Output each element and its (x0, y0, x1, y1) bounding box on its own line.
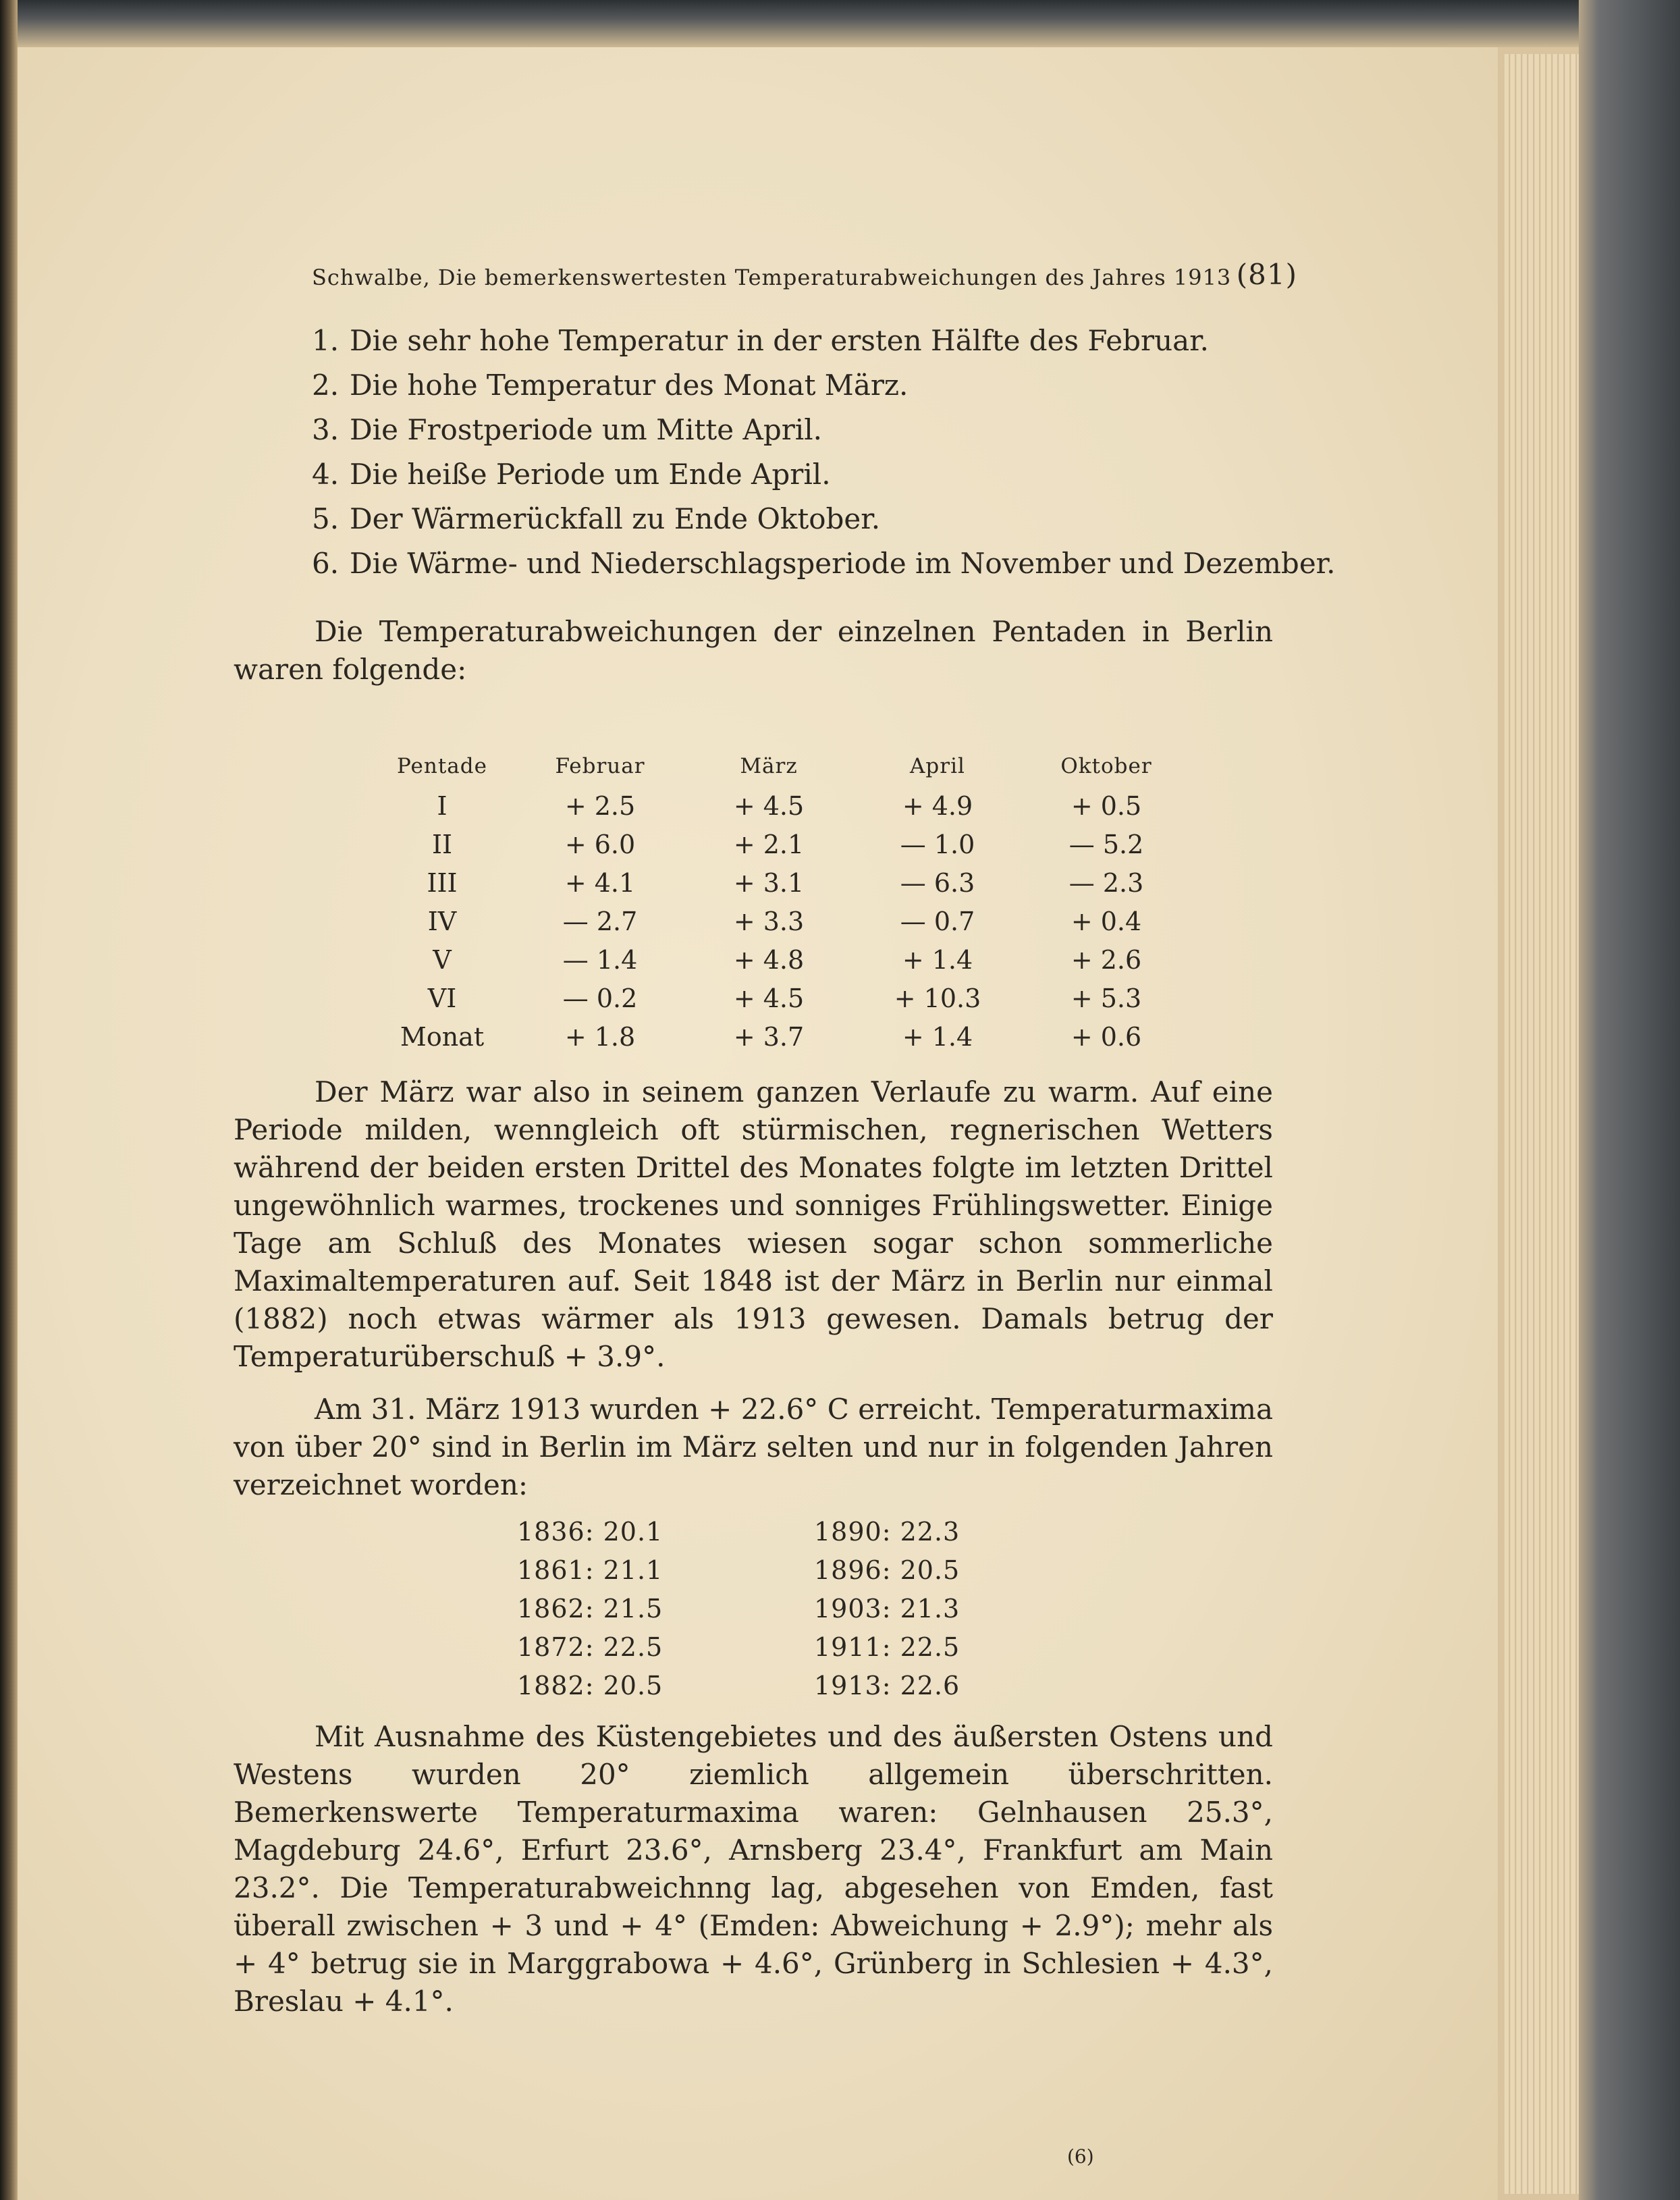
table-row: I + 2.5 + 4.5 + 4.9 + 0.5 (437, 790, 1142, 821)
list-item: 4. Die heiße Periode um Ende April. (312, 458, 831, 491)
book-page (18, 47, 1498, 2200)
page-number: (81) (1236, 258, 1297, 291)
page-edges (1505, 54, 1579, 2194)
table-row: 1882: 20.5 1913: 22.6 (517, 1670, 960, 1700)
book-cover-right (1579, 0, 1680, 2200)
list-item: 6. Die Wärme- und Niederschlagsperiode im November und Dezember. (312, 547, 1336, 580)
column-header: Februar (555, 754, 645, 778)
table-row: 1872: 22.5 1911: 22.5 (517, 1632, 960, 1662)
table-row: 1836: 20.1 1890: 22.3 (517, 1516, 960, 1547)
running-header (312, 258, 1297, 291)
column-header: Oktober (1060, 754, 1152, 778)
table-header-row (369, 746, 1191, 786)
book-cover-top (0, 0, 1680, 47)
pentade-table (369, 746, 1191, 1056)
signature-mark: (6) (1067, 2145, 1094, 2168)
column-header: April (910, 754, 965, 778)
table-row: IV — 2.7 + 3.3 — 0.7 + 0.4 (427, 906, 1142, 936)
table-row: Monat + 1.8 + 3.7 + 1.4 + 0.6 (400, 1021, 1142, 1052)
years-table (517, 1512, 1111, 1705)
table-row: III + 4.1 + 3.1 — 6.3 — 2.3 (427, 867, 1144, 898)
column-header: Pentade (397, 754, 487, 778)
paragraph-maerz: Der März war also in seinem ganzen Verlaufe zu warm. Auf eine Periode milden, wenngleich oft stürmischen, regnerischen Wetters während der beiden ersten Drittel des Monates folgte im letzten Drittel ungewöhnlich warmes, trockenes und sonniges Frühlingswetter. Einige Tage am Schluß des Monates wiesen sogar schon sommerliche Maximaltemperaturen auf. Seit 1848 ist der März in Berlin nur einmal (1882) noch etwas wärmer als 1913 gewesen. Damals betrug der Temperaturüberschuß + 3.9°. (234, 1075, 1273, 1373)
list-item: 5. Der Wärmerückfall zu Ende Oktober. (312, 502, 881, 535)
numbered-list (312, 324, 1336, 591)
column-header: März (740, 754, 798, 778)
book-spine (0, 0, 18, 2200)
table-row: VI — 0.2 + 4.5 + 10.3 + 5.3 (427, 983, 1142, 1013)
intro-paragraph: Die Temperaturabweichungen der einzelnen Pentaden in Berlin waren folgende: (234, 615, 1273, 686)
list-item: 3. Die Frostperiode um Mitte April. (312, 413, 823, 446)
list-item: 1. Die sehr hohe Temperatur in der ersten Hälfte des Februar. (312, 324, 1210, 357)
table-row: V — 1.4 + 4.8 + 1.4 + 2.6 (433, 944, 1142, 975)
header-author: Schwalbe, (312, 265, 431, 290)
table-row: 1861: 21.1 1896: 20.5 (517, 1555, 960, 1585)
header-title: Die bemerkenswertesten Temperaturabweichungen des Jahres 1913 (437, 265, 1232, 290)
table-row: II + 6.0 + 2.1 — 1.0 — 5.2 (431, 829, 1144, 859)
list-item: 2. Die hohe Temperatur des Monat März. (312, 369, 909, 402)
paragraph-kuestengebiet: Mit Ausnahme des Küstengebietes und des äußersten Ostens und Westens wurden 20° ziemlich allgemein überschritten. Bemerkenswerte Temperaturmaxima waren: Gelnhausen 25.3°, Magdeburg 24.6°, Erfurt 23.6°, Arnsberg 23.4°, Frankfurt am Main 23.2°. Die Temperaturabweichnng lag, abgesehen von Emden, fast überall zwischen + 3 und + 4° (Emden: Abweichung + 2.9°); mehr als + 4° betrug sie in Marggrabowa + 4.6°, Grünberg in Schlesien + 4.3°, Breslau + 4.1°. (234, 1720, 1273, 2018)
paragraph-maxima: Am 31. März 1913 wurden + 22.6° C erreicht. Temperaturmaxima von über 20° sind in Berlin im März selten und nur in folgenden Jahren verzeichnet worden: (234, 1393, 1273, 1501)
table-row: 1862: 21.5 1903: 21.3 (517, 1593, 960, 1624)
